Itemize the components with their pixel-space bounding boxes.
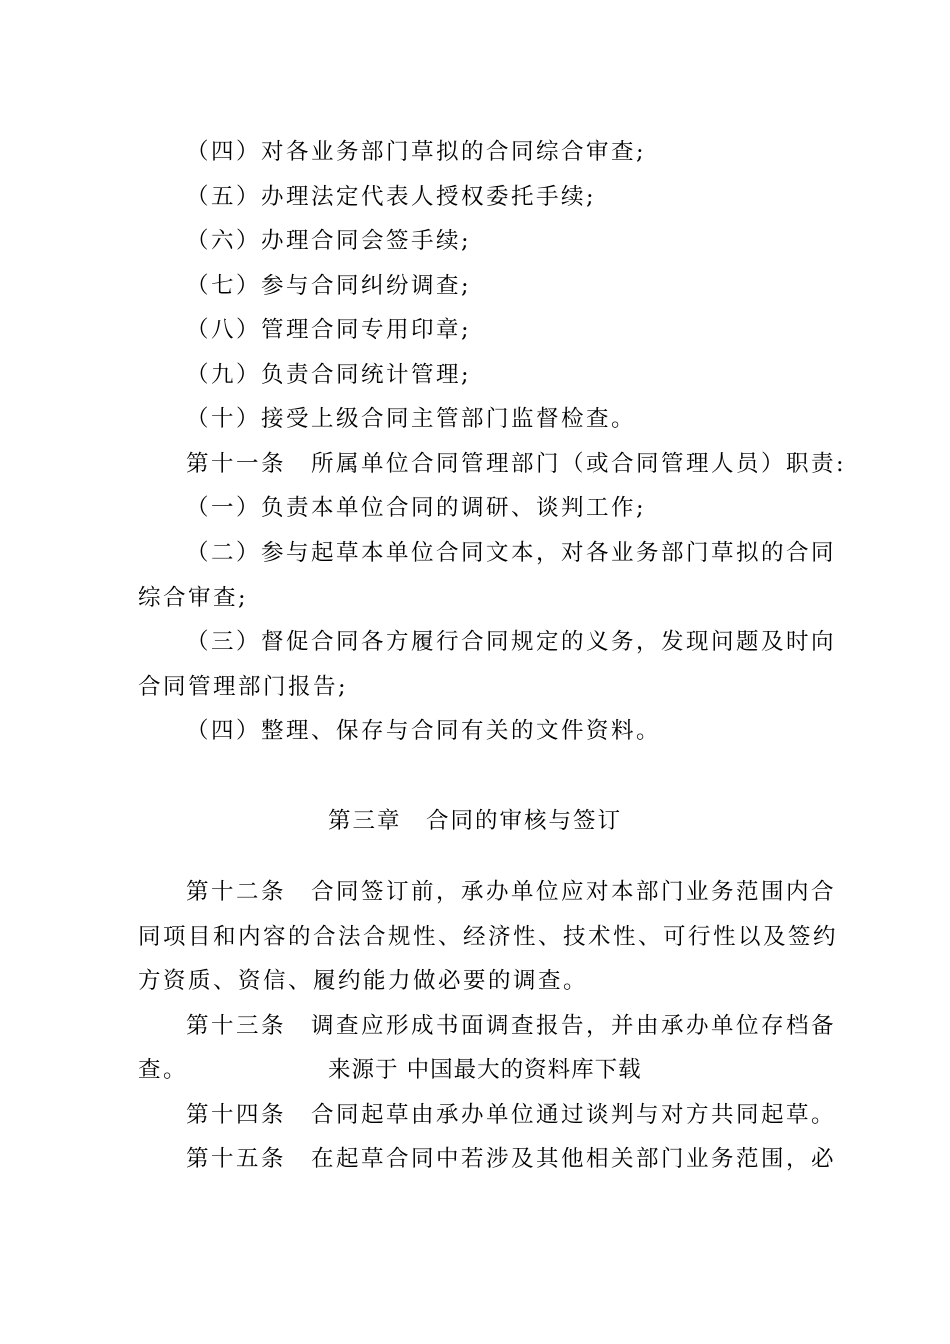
list-item-10: （十）接受上级合同主管部门监督检查。 bbox=[186, 406, 637, 432]
chapter-heading: 第三章 合同的审核与签订 bbox=[327, 808, 622, 834]
article-11-item-2-line-2: 综合审查; bbox=[138, 585, 249, 611]
list-item-9: （九）负责合同统计管理; bbox=[186, 362, 472, 388]
list-item-8: （八）管理合同专用印章; bbox=[186, 317, 472, 343]
list-item-4: （四）对各业务部门草拟的合同综合审查; bbox=[186, 139, 647, 165]
article-11-item-2-line-1: （二）参与起草本单位合同文本，对各业务部门草拟的合同 bbox=[186, 540, 837, 566]
article-12-line-2: 同项目和内容的合法合规性、经济性、技术性、可行性以及签约 bbox=[138, 924, 839, 950]
list-item-5: （五）办理法定代表人授权委托手续; bbox=[186, 184, 597, 210]
article-13-line-1: 第十三条 调查应形成书面调查报告，并由承办单位存档备 bbox=[186, 1013, 837, 1039]
list-item-7: （七）参与合同纠纷调查; bbox=[186, 273, 472, 299]
source-note: 来源于 中国最大的资料库下载 bbox=[328, 1057, 642, 1083]
article-12-line-3: 方资质、资信、履约能力做必要的调查。 bbox=[138, 968, 589, 994]
article-11-item-3-line-1: （三）督促合同各方履行合同规定的义务，发现问题及时向 bbox=[186, 629, 837, 655]
article-11-item-3-line-2: 合同管理部门报告; bbox=[138, 674, 349, 700]
article-14-line-1: 第十四条 合同起草由承办单位通过谈判与对方共同起草。 bbox=[186, 1102, 837, 1128]
article-11-item-1: （一）负责本单位合同的调研、谈判工作; bbox=[186, 495, 647, 521]
article-13-line-2-text: 查。 bbox=[138, 1057, 189, 1083]
article-15-line-1: 第十五条 在起草合同中若涉及其他相关部门业务范围，必 bbox=[186, 1146, 837, 1172]
article-11-item-4: （四）整理、保存与合同有关的文件资料。 bbox=[186, 718, 662, 744]
article-11-title: 第十一条 所属单位合同管理部门（或合同管理人员）职责: bbox=[186, 451, 847, 477]
list-item-6: （六）办理合同会签手续; bbox=[186, 228, 472, 254]
article-12-line-1: 第十二条 合同签订前，承办单位应对本部门业务范围内合 bbox=[186, 879, 837, 905]
article-13-line-2 bbox=[138, 1055, 828, 1085]
